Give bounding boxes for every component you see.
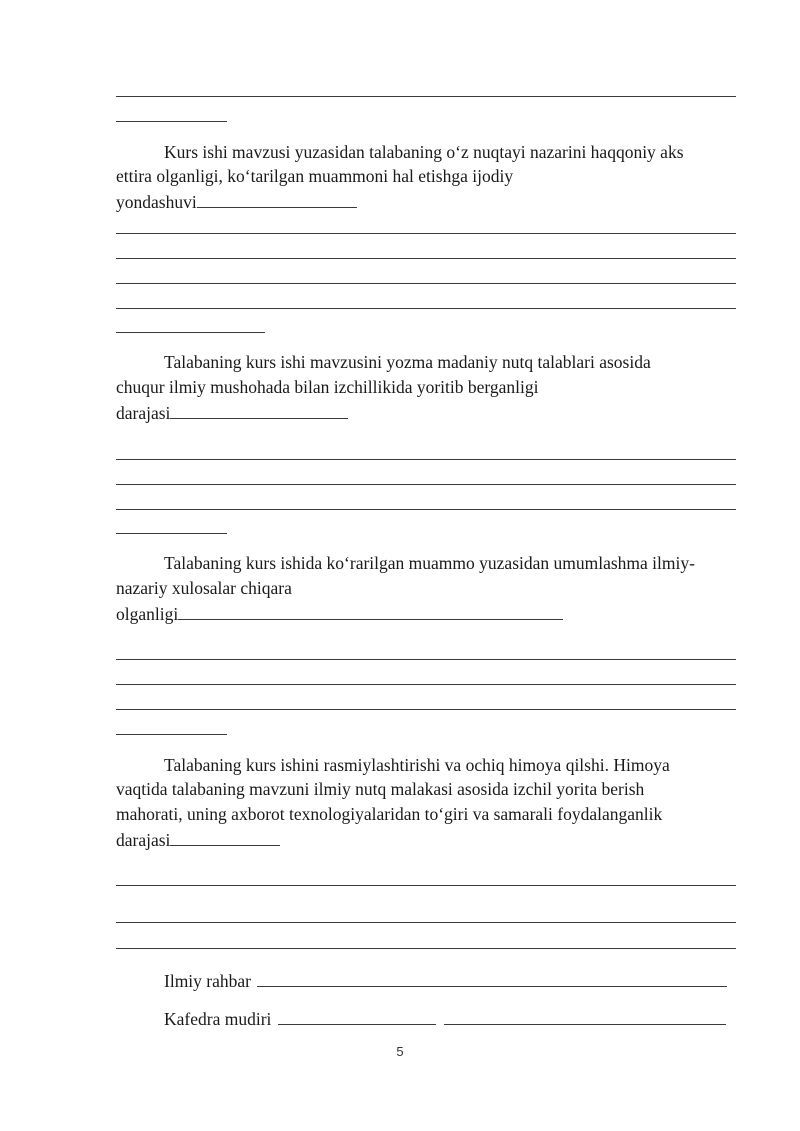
head-signature-row [164, 1006, 726, 1031]
supervisor-signature-field[interactable] [257, 968, 727, 987]
answer-line [116, 484, 736, 485]
answer-line [116, 709, 736, 710]
paragraph-2-label: darajasi [116, 403, 171, 423]
page-number: 5 [396, 1044, 404, 1059]
answer-line-short [116, 734, 227, 735]
answer-line [116, 233, 736, 234]
answer-line [116, 459, 736, 460]
fill-in-blank[interactable] [170, 400, 348, 419]
supervisor-label: Ilmiy rahbar [164, 971, 251, 991]
paragraph-1-line-3 [116, 189, 357, 214]
answer-line [116, 684, 736, 685]
answer-line [116, 258, 736, 259]
answer-line [116, 885, 736, 886]
paragraph-4-line-2: vaqtida talabaning mavzuni ilmiy nutq malakasi asosida izchil yorita berish [116, 779, 645, 799]
answer-line [116, 948, 736, 949]
paragraph-3-line-3 [116, 601, 563, 626]
paragraph-3-line-1: Talabaning kurs ishida ko‘rarilgan muammo yuzasidan umumlashma ilmiy- [164, 553, 695, 573]
answer-line-short [116, 121, 227, 122]
answer-line [116, 96, 736, 97]
paragraph-1-line-2: ettira olganligi, ko‘tarilgan muammoni hal etishga ijodiy [116, 166, 514, 186]
fill-in-blank[interactable] [170, 827, 280, 846]
answer-line [116, 509, 736, 510]
head-signature-field[interactable] [278, 1006, 436, 1025]
paragraph-1-line-1: Kurs ishi mavzusi yuzasidan talabaning o‘z nuqtayi nazarini haqqoniy aks [164, 142, 684, 162]
paragraph-4-line-3: mahorati, uning axborot texnologiyalaridan to‘giri va samarali foydalanganlik [116, 804, 663, 824]
fill-in-blank[interactable] [178, 601, 563, 620]
answer-line-short [116, 332, 265, 333]
paragraph-4-line-1: Talabaning kurs ishini rasmiylashtirishi va ochiq himoya qilshi. Himoya [164, 755, 670, 775]
paragraph-1-label: yondashuvi [116, 192, 197, 212]
paragraph-2-line-1: Talabaning kurs ishi mavzusini yozma madaniy nutq talablari asosida [164, 352, 651, 372]
supervisor-signature-row [164, 968, 727, 993]
answer-line [116, 922, 736, 923]
paragraph-4-line-4 [116, 827, 280, 852]
answer-line [116, 659, 736, 660]
head-name-field[interactable] [444, 1006, 726, 1025]
paragraph-3-label: olganligi [116, 604, 179, 624]
paragraph-3-line-2: nazariy xulosalar chiqara [116, 578, 292, 598]
paragraph-2-line-2: chuqur ilmiy mushohada bilan izchillikida yoritib berganligi [116, 377, 539, 397]
head-label: Kafedra mudiri [164, 1009, 272, 1029]
paragraph-2-line-3 [116, 400, 348, 425]
paragraph-4-label: darajasi [116, 830, 171, 850]
answer-line [116, 308, 736, 309]
answer-line-short [116, 533, 227, 534]
fill-in-blank[interactable] [197, 189, 357, 208]
answer-line [116, 283, 736, 284]
